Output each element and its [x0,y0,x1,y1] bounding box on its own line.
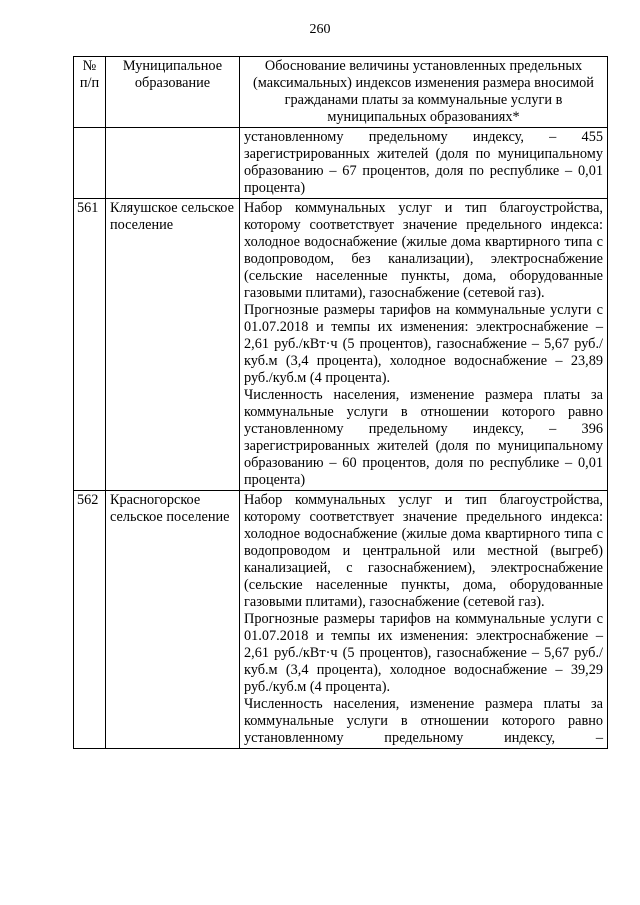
justification-paragraph: Численность населения, изменение размера платы за коммунальные услуги в отношении которого равно установленному предельному индексу, – 396 зарегистрированных жителей (доля по муниципальному образованию – 60 процентов, доля по республике – 0,01 процента) [244,387,603,488]
table-row [74,128,608,199]
header-municipality: Муниципальное образование [106,57,240,128]
row-municipality: Красногорское сельское поселение [106,491,240,749]
table-row [74,491,608,749]
page-number: 260 [309,22,331,37]
row-number [74,128,106,199]
tariff-index-table [73,56,608,749]
row-number: 562 [74,491,106,749]
justification-paragraph: Прогнозные размеры тарифов на коммунальные услуги с 01.07.2018 и темпы их изменения: электроснабжение – 2,61 руб./кВт·ч (5 процентов), газоснабжение – 5,67 руб./куб.м (3,4 процента), холодное водоснабжение – 39,29 руб./куб.м (4 процента). [244,611,603,695]
justification-paragraph: Набор коммунальных услуг и тип благоустройства, которому соответствует значение предельного индекса: холодное водоснабжение (жилые дома квартирного типа с водопроводом, без канализации), электроснабжение (сельские населенные пункты, дома, оборудованные газовыми плитами), газоснабжение (сетевой газ). [244,200,603,301]
row-municipality [106,128,240,199]
row-municipality: Кляушское сельское поселение [106,199,240,491]
row-justification [240,128,608,199]
header-justification: Обоснование величины установленных предельных (максимальных) индексов изменения размера вносимой гражданами платы за коммунальные услуги в муниципальных образованиях* [240,57,608,128]
row-justification [240,199,608,491]
justification-paragraph: Прогнозные размеры тарифов на коммунальные услуги с 01.07.2018 и темпы их изменения: электроснабжение – 2,61 руб./кВт·ч (5 процентов), газоснабжение – 5,67 руб./куб.м (3,4 процента), холодное водоснабжение – 23,89 руб./куб.м (4 процента). [244,302,603,386]
justification-paragraph: Набор коммунальных услуг и тип благоустройства, которому соответствует значение предельного индекса: холодное водоснабжение (жилые дома квартирного типа с водопроводом и центральной или местной (выгреб) канализацией, с газоснабжением), электроснабжение (сельские населенные пункты, дома, оборудованные газовыми плитами), газоснабжение (сетевой газ). [244,492,603,610]
justification-paragraph: установленному предельному индексу, – 455 зарегистрированных жителей (доля по муниципальному образованию – 67 процентов, доля по республике – 0,01 процента) [244,129,603,196]
justification-paragraph: Численность населения, изменение размера платы за коммунальные услуги в отношении которого равно установленному предельному индексу, – [244,696,603,746]
row-number: 561 [74,199,106,491]
table-row [74,199,608,491]
header-num: № п/п [74,57,106,128]
row-justification [240,491,608,749]
table-header-row [74,57,608,128]
